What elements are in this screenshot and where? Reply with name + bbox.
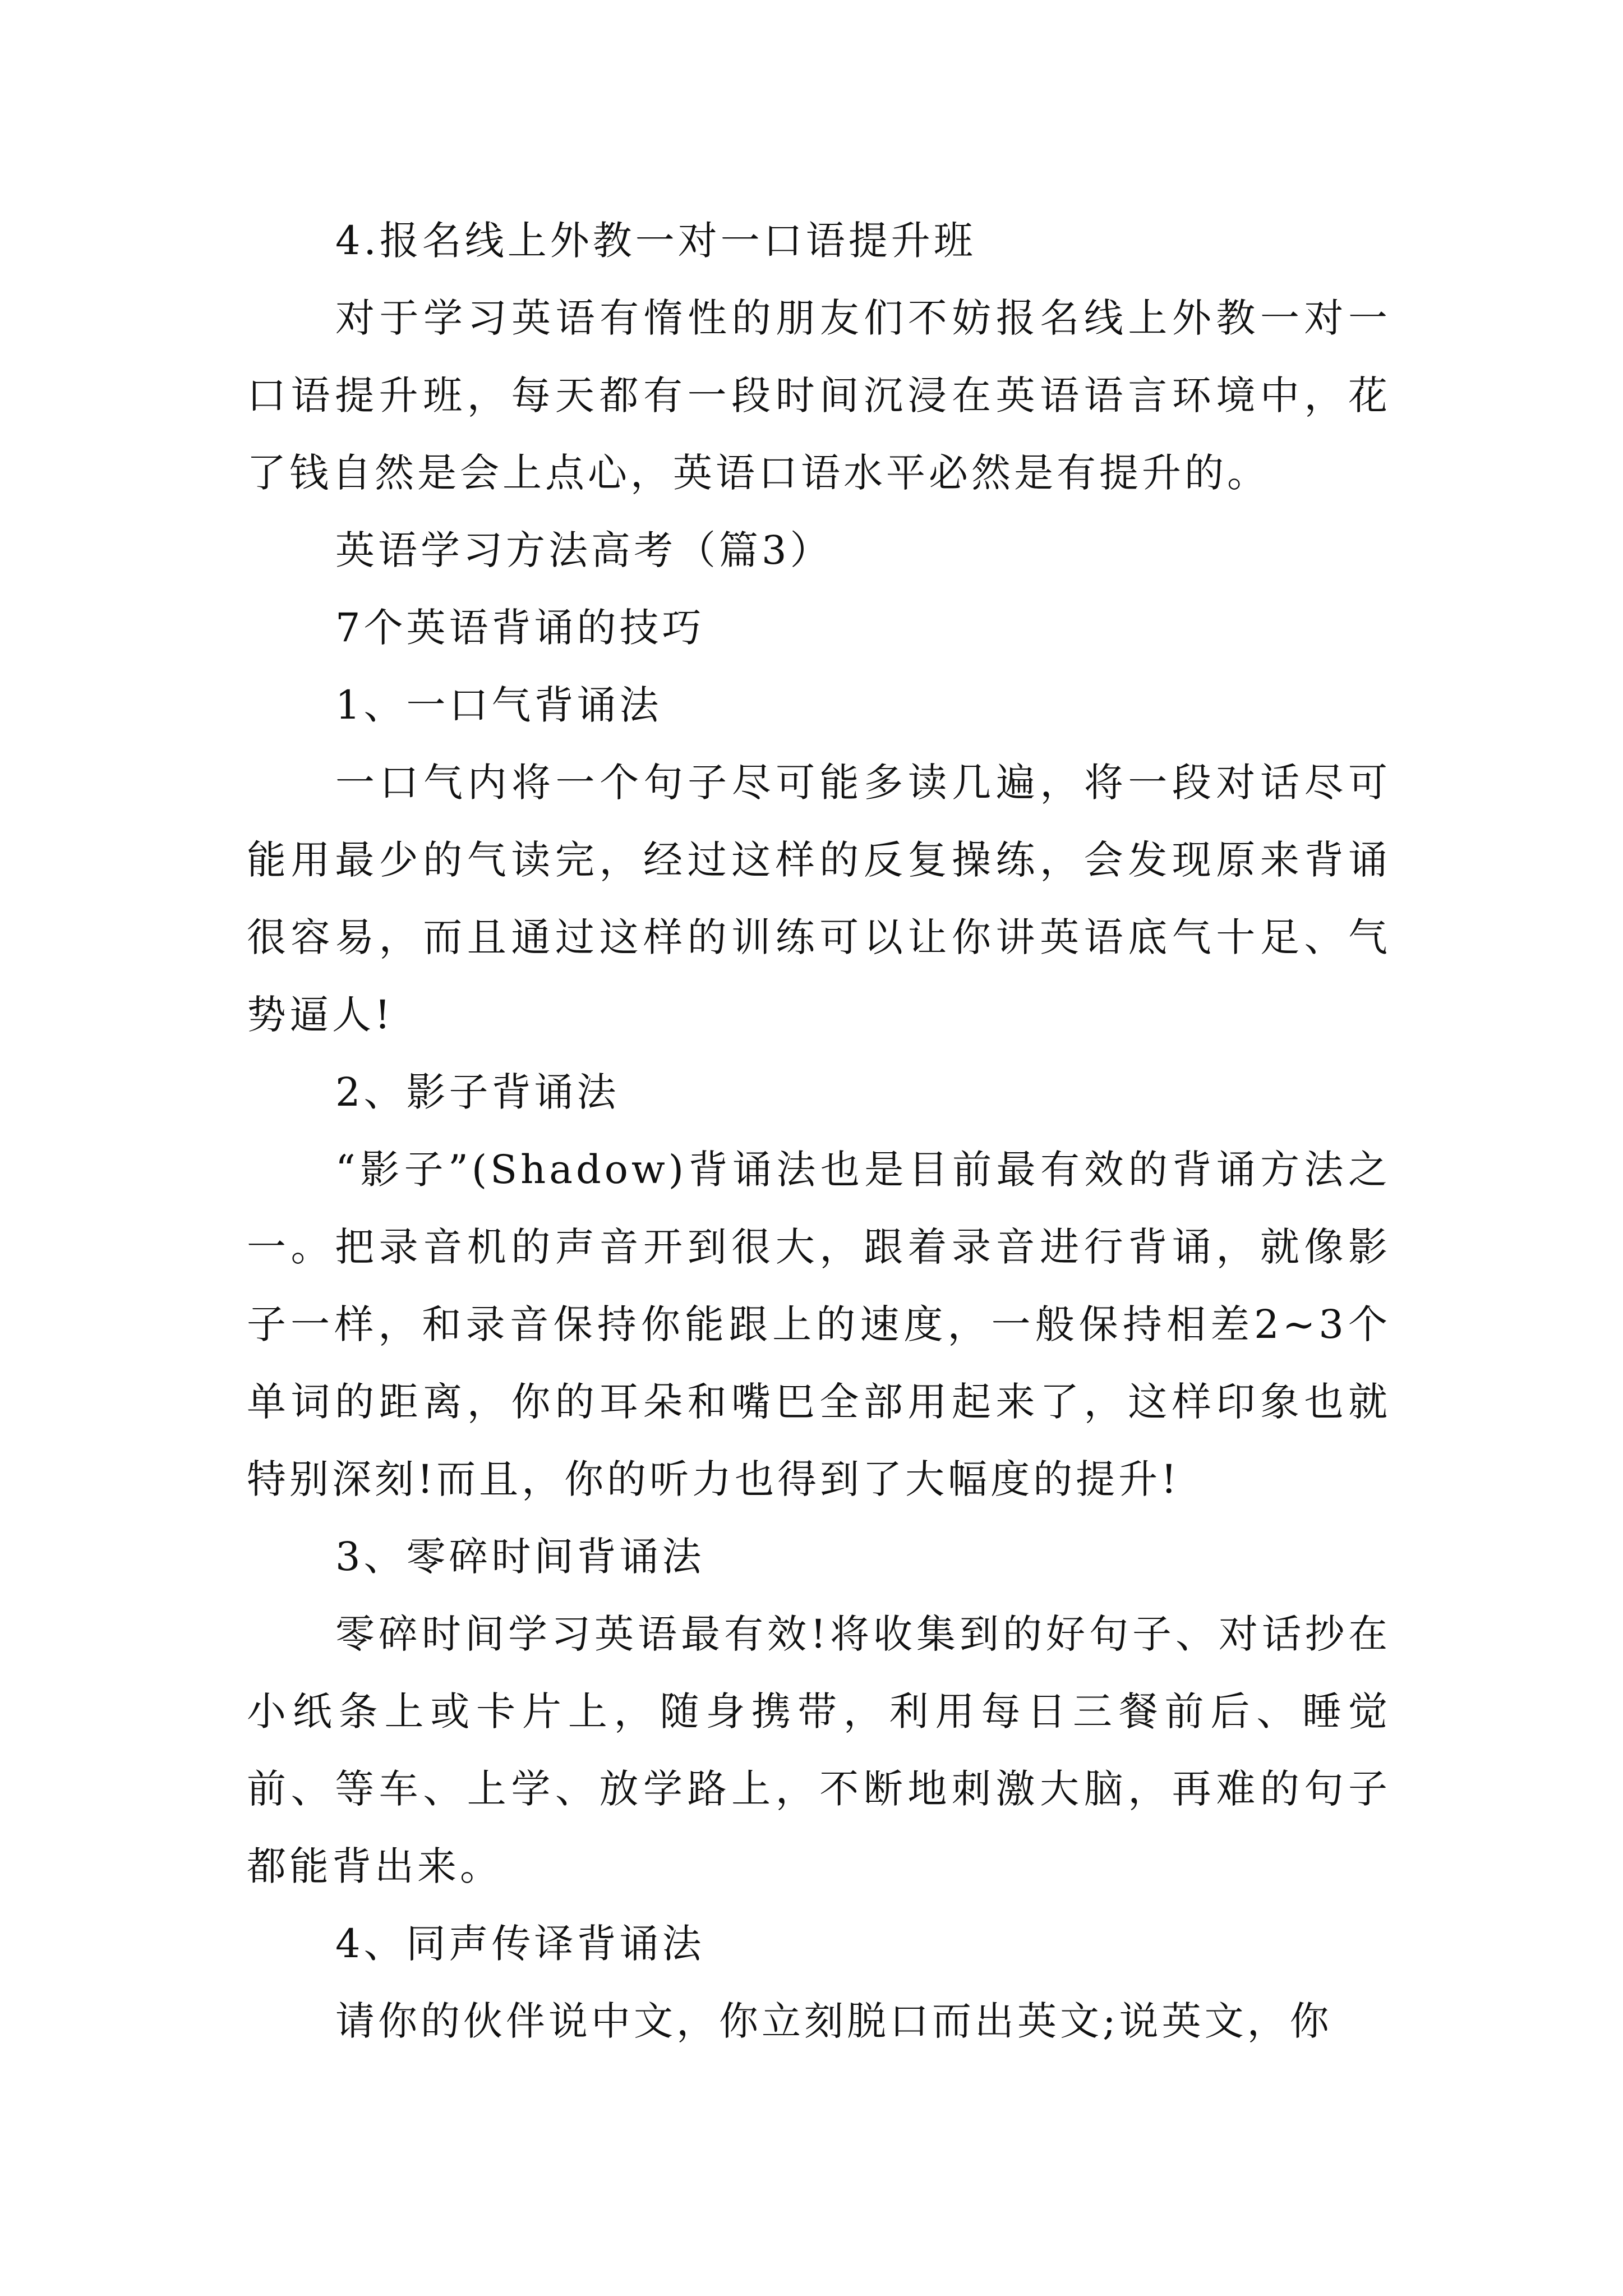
paragraph-shadow: “影子”(Shadow)背诵法也是目前最有效的背诵方法之一。把录音机的声音开到很大，跟着录音进行背诵，就像影子一样，和录音保持你能跟上的速度，一般保持相差2~3个单词的距离，你的耳朵和嘴巴全部用起来了，这样印象也就特别深刻!而且，你的听力也得到了大幅度的提升! [247,1147,1391,1502]
section-heading-online-class: 4.报名线上外教一对一口语提升班 [335,218,976,264]
paragraph-spare-time: 零碎时间学习英语最有效!将收集到的好句子、对话抄在小纸条上或卡片上，随身携带，利用每日三餐前后、睡觉前、等车、上学、放学路上，不断地刺激大脑，再难的句子都能背出来。 [247,1611,1391,1889]
section-heading-interpretation: 4、同声传译背诵法 [335,1921,705,1967]
paragraph-online-class: 对于学习英语有惰性的朋友们不妨报名线上外教一对一口语提升班，每天都有一段时间沉浸在英语语言环境中，花了钱自然是会上点心，英语口语水平必然是有提升的。 [247,295,1391,496]
article-subtitle: 7个英语背诵的技巧 [335,605,705,651]
section-heading-shadow: 2、影子背诵法 [335,1069,620,1115]
document-body [247,202,1391,2060]
section-heading-one-breath: 1、一口气背诵法 [335,682,662,728]
paragraph-interpretation: 请你的伙伴说中文，你立刻脱口而出英文;说英文，你 [335,1998,1332,2044]
section-heading-spare-time: 3、零碎时间背诵法 [335,1534,705,1580]
article-title: 英语学习方法高考（篇3） [335,527,833,573]
paragraph-one-breath: 一口气内将一个句子尽可能多读几遍，将一段对话尽可能用最少的气读完，经过这样的反复操练，会发现原来背诵很容易，而且通过这样的训练可以让你讲英语底气十足、气势逼人! [247,760,1391,1038]
